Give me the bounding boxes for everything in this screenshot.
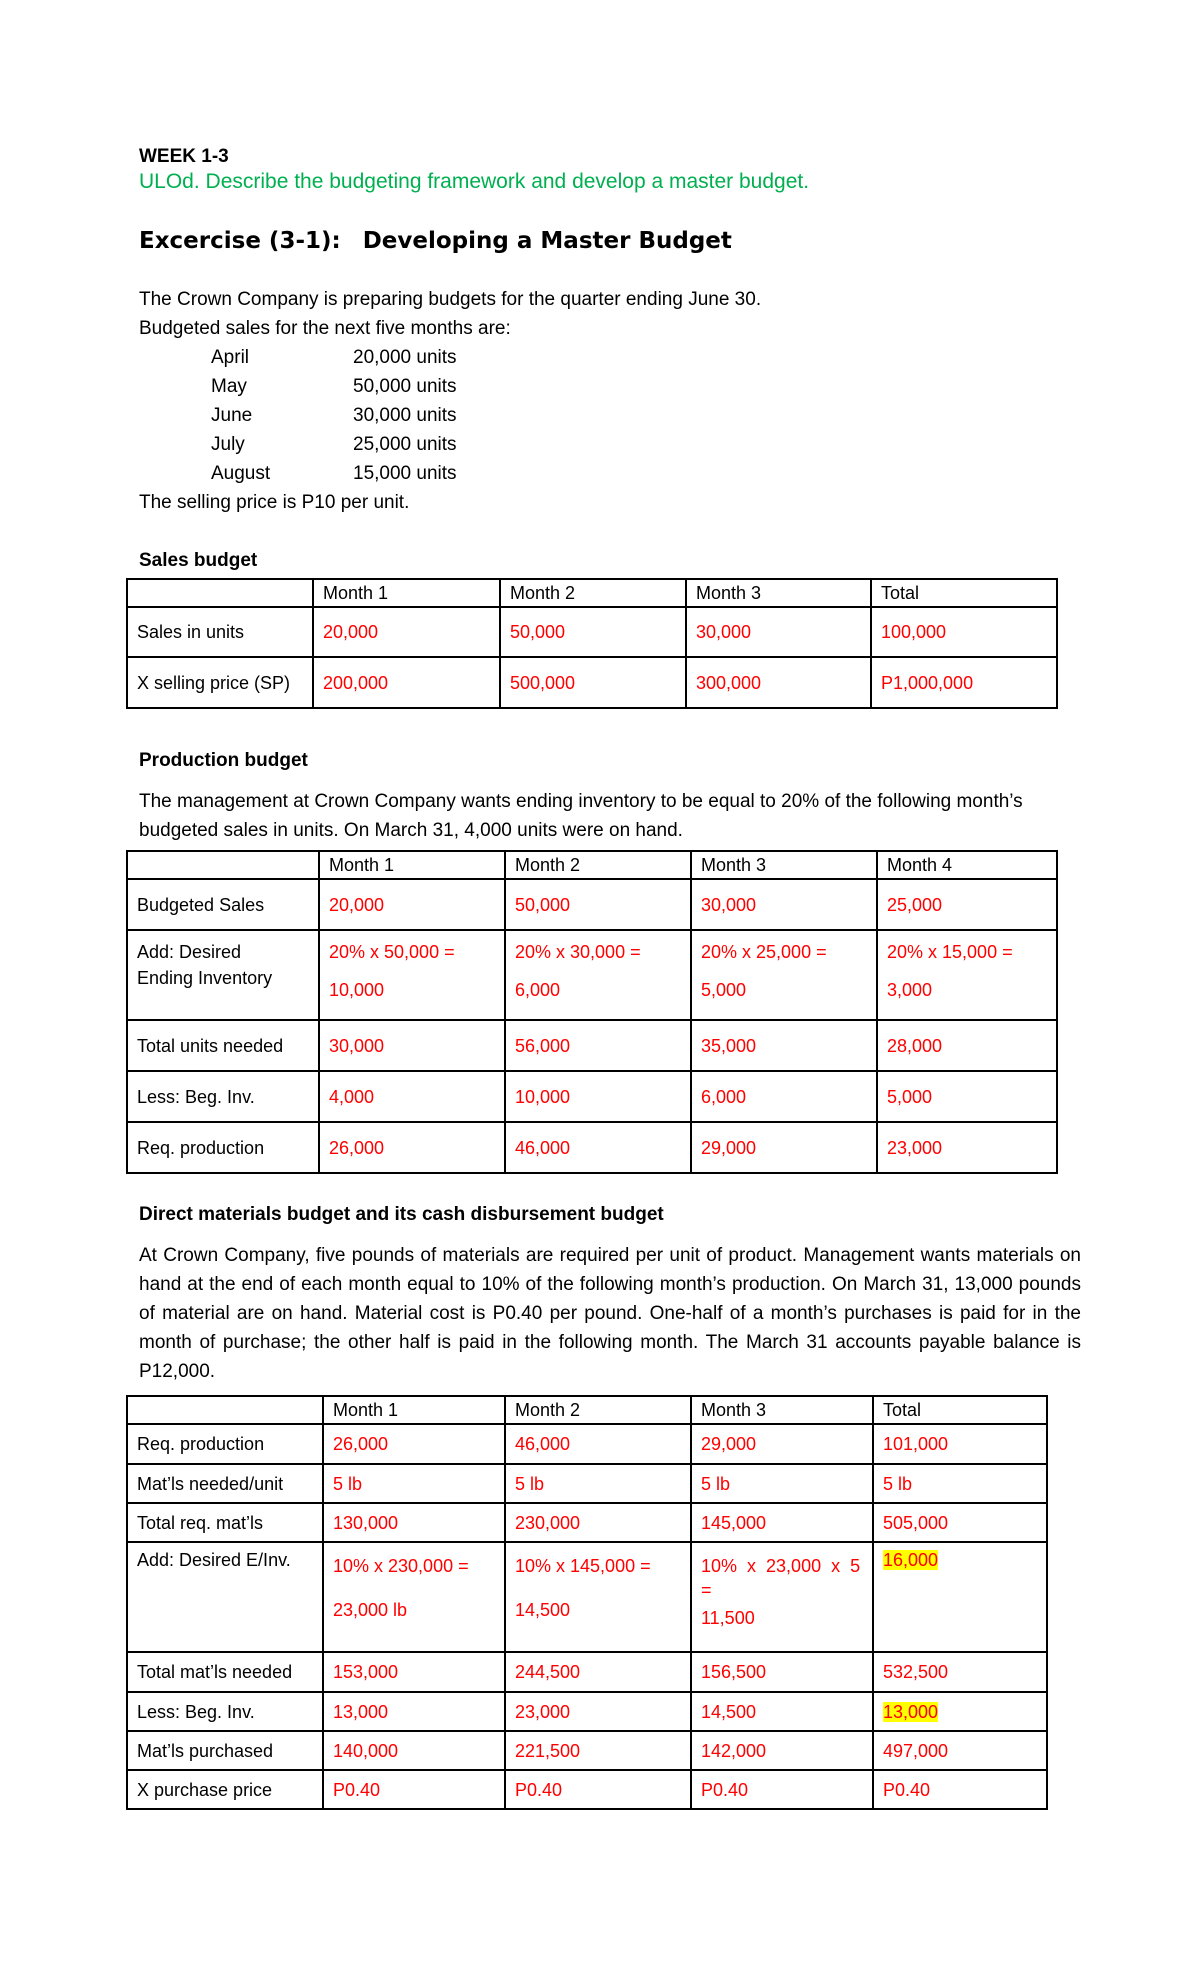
cell-value: P0.40 <box>691 1770 873 1809</box>
cell-value: 153,000 <box>323 1652 505 1692</box>
column-header: Month 3 <box>686 579 871 607</box>
cell-value: 50,000 <box>505 879 691 930</box>
sales-budget-table <box>126 578 1058 709</box>
production-budget-heading: Production budget <box>139 750 308 771</box>
cell-value: 46,000 <box>505 1122 691 1173</box>
table-row <box>127 1731 1047 1770</box>
cell-value: 30,000 <box>686 607 871 657</box>
column-header: Month 1 <box>313 579 500 607</box>
budgeted-sales-list <box>139 343 457 488</box>
row-label: Add: Desired E/Inv. <box>127 1542 323 1652</box>
cell-value: 5 lb <box>505 1464 691 1503</box>
row-label: Req. production <box>127 1122 319 1173</box>
table-row <box>127 1692 1047 1731</box>
cell-value: 20,000 <box>319 879 505 930</box>
cell-value: 28,000 <box>877 1020 1057 1071</box>
production-budget-table <box>126 850 1058 1174</box>
intro-line-2: Budgeted sales for the next five months are: <box>139 318 511 339</box>
row-label: Add: Desired Ending Inventory <box>127 930 319 1020</box>
cell-value: P0.40 <box>873 1770 1047 1809</box>
list-item: June 30,000 units <box>211 405 457 426</box>
column-header: Month 4 <box>877 851 1057 879</box>
cell-value: 20% x 25,000 = 5,000 <box>691 930 877 1020</box>
cell-value: 100,000 <box>871 607 1057 657</box>
cell-value: P0.40 <box>505 1770 691 1809</box>
cell-value: 35,000 <box>691 1020 877 1071</box>
cell-value: 505,000 <box>873 1503 1047 1542</box>
cell-value: 101,000 <box>873 1424 1047 1464</box>
column-header: Month 1 <box>319 851 505 879</box>
cell-value: 20,000 <box>313 607 500 657</box>
cell-value: 5 lb <box>323 1464 505 1503</box>
cell-value: 142,000 <box>691 1731 873 1770</box>
row-label: Less: Beg. Inv. <box>127 1071 319 1122</box>
table-row <box>127 1503 1047 1542</box>
column-header: Month 2 <box>500 579 686 607</box>
cell-value: 25,000 <box>877 879 1057 930</box>
row-label: Mat’ls purchased <box>127 1731 323 1770</box>
exercise-name: Developing a Master Budget <box>362 228 732 254</box>
list-item: August 15,000 units <box>211 463 457 484</box>
row-label: X purchase price <box>127 1770 323 1809</box>
table-row <box>127 1542 1047 1652</box>
table-row <box>127 1122 1057 1173</box>
column-header: Month 3 <box>691 1396 873 1424</box>
list-item: May 50,000 units <box>211 376 457 397</box>
cell-value: 14,500 <box>691 1692 873 1731</box>
week-label: WEEK 1-3 <box>139 146 229 167</box>
row-label: Less: Beg. Inv. <box>127 1692 323 1731</box>
cell-value: 10% x 230,000 = 23,000 lb <box>323 1542 505 1652</box>
column-header: Month 2 <box>505 851 691 879</box>
row-label: Mat’ls needed/unit <box>127 1464 323 1503</box>
highlighted-value: 13,000 <box>883 1701 939 1722</box>
production-budget-description: The management at Crown Company wants ending inventory to be equal to 20% of the following month’s budgeted sales in units. On March 31, 4,000 units were on hand. <box>139 791 1023 841</box>
table-row <box>127 1424 1047 1464</box>
column-header: Month 3 <box>691 851 877 879</box>
cell-value: 46,000 <box>505 1424 691 1464</box>
column-header: Total <box>871 579 1057 607</box>
cell-value: 30,000 <box>319 1020 505 1071</box>
list-item: April 20,000 units <box>211 347 457 368</box>
cell-value: 29,000 <box>691 1122 877 1173</box>
table-row <box>127 1770 1047 1809</box>
materials-budget-heading: Direct materials budget and its cash disbursement budget <box>139 1204 664 1225</box>
cell-value: 50,000 <box>500 607 686 657</box>
table-row <box>127 879 1057 930</box>
table-header-row <box>127 851 1057 879</box>
cell-value: 140,000 <box>323 1731 505 1770</box>
cell-value <box>873 1692 1047 1731</box>
table-header-row <box>127 579 1057 607</box>
cell-value: 230,000 <box>505 1503 691 1542</box>
column-header: Total <box>873 1396 1047 1424</box>
list-item: July 25,000 units <box>211 434 457 455</box>
table-row <box>127 1071 1057 1122</box>
cell-value: 5 lb <box>873 1464 1047 1503</box>
table-row <box>127 1020 1057 1071</box>
row-label: X selling price (SP) <box>127 657 313 708</box>
table-row <box>127 607 1057 657</box>
cell-value: 532,500 <box>873 1652 1047 1692</box>
cell-value: 26,000 <box>323 1424 505 1464</box>
cell-value: 4,000 <box>319 1071 505 1122</box>
cell-value <box>873 1542 1047 1652</box>
learning-outcome: ULOd. Describe the budgeting framework and develop a master budget. <box>139 170 810 193</box>
cell-value: 29,000 <box>691 1424 873 1464</box>
cell-value: 10% x 23,000 x 5 = 11,500 <box>691 1542 873 1652</box>
intro-line-1: The Crown Company is preparing budgets for the quarter ending June 30. <box>139 289 762 310</box>
cell-value: 20% x 50,000 = 10,000 <box>319 930 505 1020</box>
cell-value: P1,000,000 <box>871 657 1057 708</box>
row-label: Total units needed <box>127 1020 319 1071</box>
cell-value: 5 lb <box>691 1464 873 1503</box>
table-row <box>127 1652 1047 1692</box>
table-header-row <box>127 1396 1047 1424</box>
cell-value: 13,000 <box>323 1692 505 1731</box>
cell-value: 20% x 15,000 = 3,000 <box>877 930 1057 1020</box>
cell-value: 10,000 <box>505 1071 691 1122</box>
cell-value: 30,000 <box>691 879 877 930</box>
cell-value: P0.40 <box>323 1770 505 1809</box>
cell-value: 56,000 <box>505 1020 691 1071</box>
materials-budget-description: At Crown Company, five pounds of materials are required per unit of product. Management wants materials on hand at the end of each month equal to 10% of the following month’s production. On March 31, 13,000 pounds of material are on hand. Material cost is P0.40 per pound. One-half of a month’s purchases is paid for in the month of purchase; the other half is paid in the following month. The March 31 accounts payable balance is P12,000. <box>139 1245 1081 1382</box>
materials-budget-table <box>126 1395 1048 1810</box>
row-label: Total mat’ls needed <box>127 1652 323 1692</box>
sales-budget-heading: Sales budget <box>139 550 258 571</box>
cell-value: 200,000 <box>313 657 500 708</box>
row-label: Budgeted Sales <box>127 879 319 930</box>
cell-value: 156,500 <box>691 1652 873 1692</box>
row-label: Sales in units <box>127 607 313 657</box>
cell-value: 23,000 <box>877 1122 1057 1173</box>
row-label: Total req. mat’ls <box>127 1503 323 1542</box>
selling-price-line: The selling price is P10 per unit. <box>139 492 410 513</box>
column-header: Month 1 <box>323 1396 505 1424</box>
column-header: Month 2 <box>505 1396 691 1424</box>
cell-value: 500,000 <box>500 657 686 708</box>
highlighted-value: 16,000 <box>883 1550 939 1570</box>
cell-value: 244,500 <box>505 1652 691 1692</box>
exercise-title <box>139 228 732 254</box>
cell-value: 130,000 <box>323 1503 505 1542</box>
exercise-label: Excercise (3-1): <box>139 228 341 254</box>
cell-value: 497,000 <box>873 1731 1047 1770</box>
row-label: Req. production <box>127 1424 323 1464</box>
cell-value: 221,500 <box>505 1731 691 1770</box>
table-row <box>127 1464 1047 1503</box>
cell-value: 23,000 <box>505 1692 691 1731</box>
table-row <box>127 657 1057 708</box>
cell-value: 20% x 30,000 = 6,000 <box>505 930 691 1020</box>
cell-value: 300,000 <box>686 657 871 708</box>
cell-value: 5,000 <box>877 1071 1057 1122</box>
cell-value: 145,000 <box>691 1503 873 1542</box>
table-row <box>127 930 1057 1020</box>
cell-value: 10% x 145,000 = 14,500 <box>505 1542 691 1652</box>
cell-value: 26,000 <box>319 1122 505 1173</box>
cell-value: 6,000 <box>691 1071 877 1122</box>
